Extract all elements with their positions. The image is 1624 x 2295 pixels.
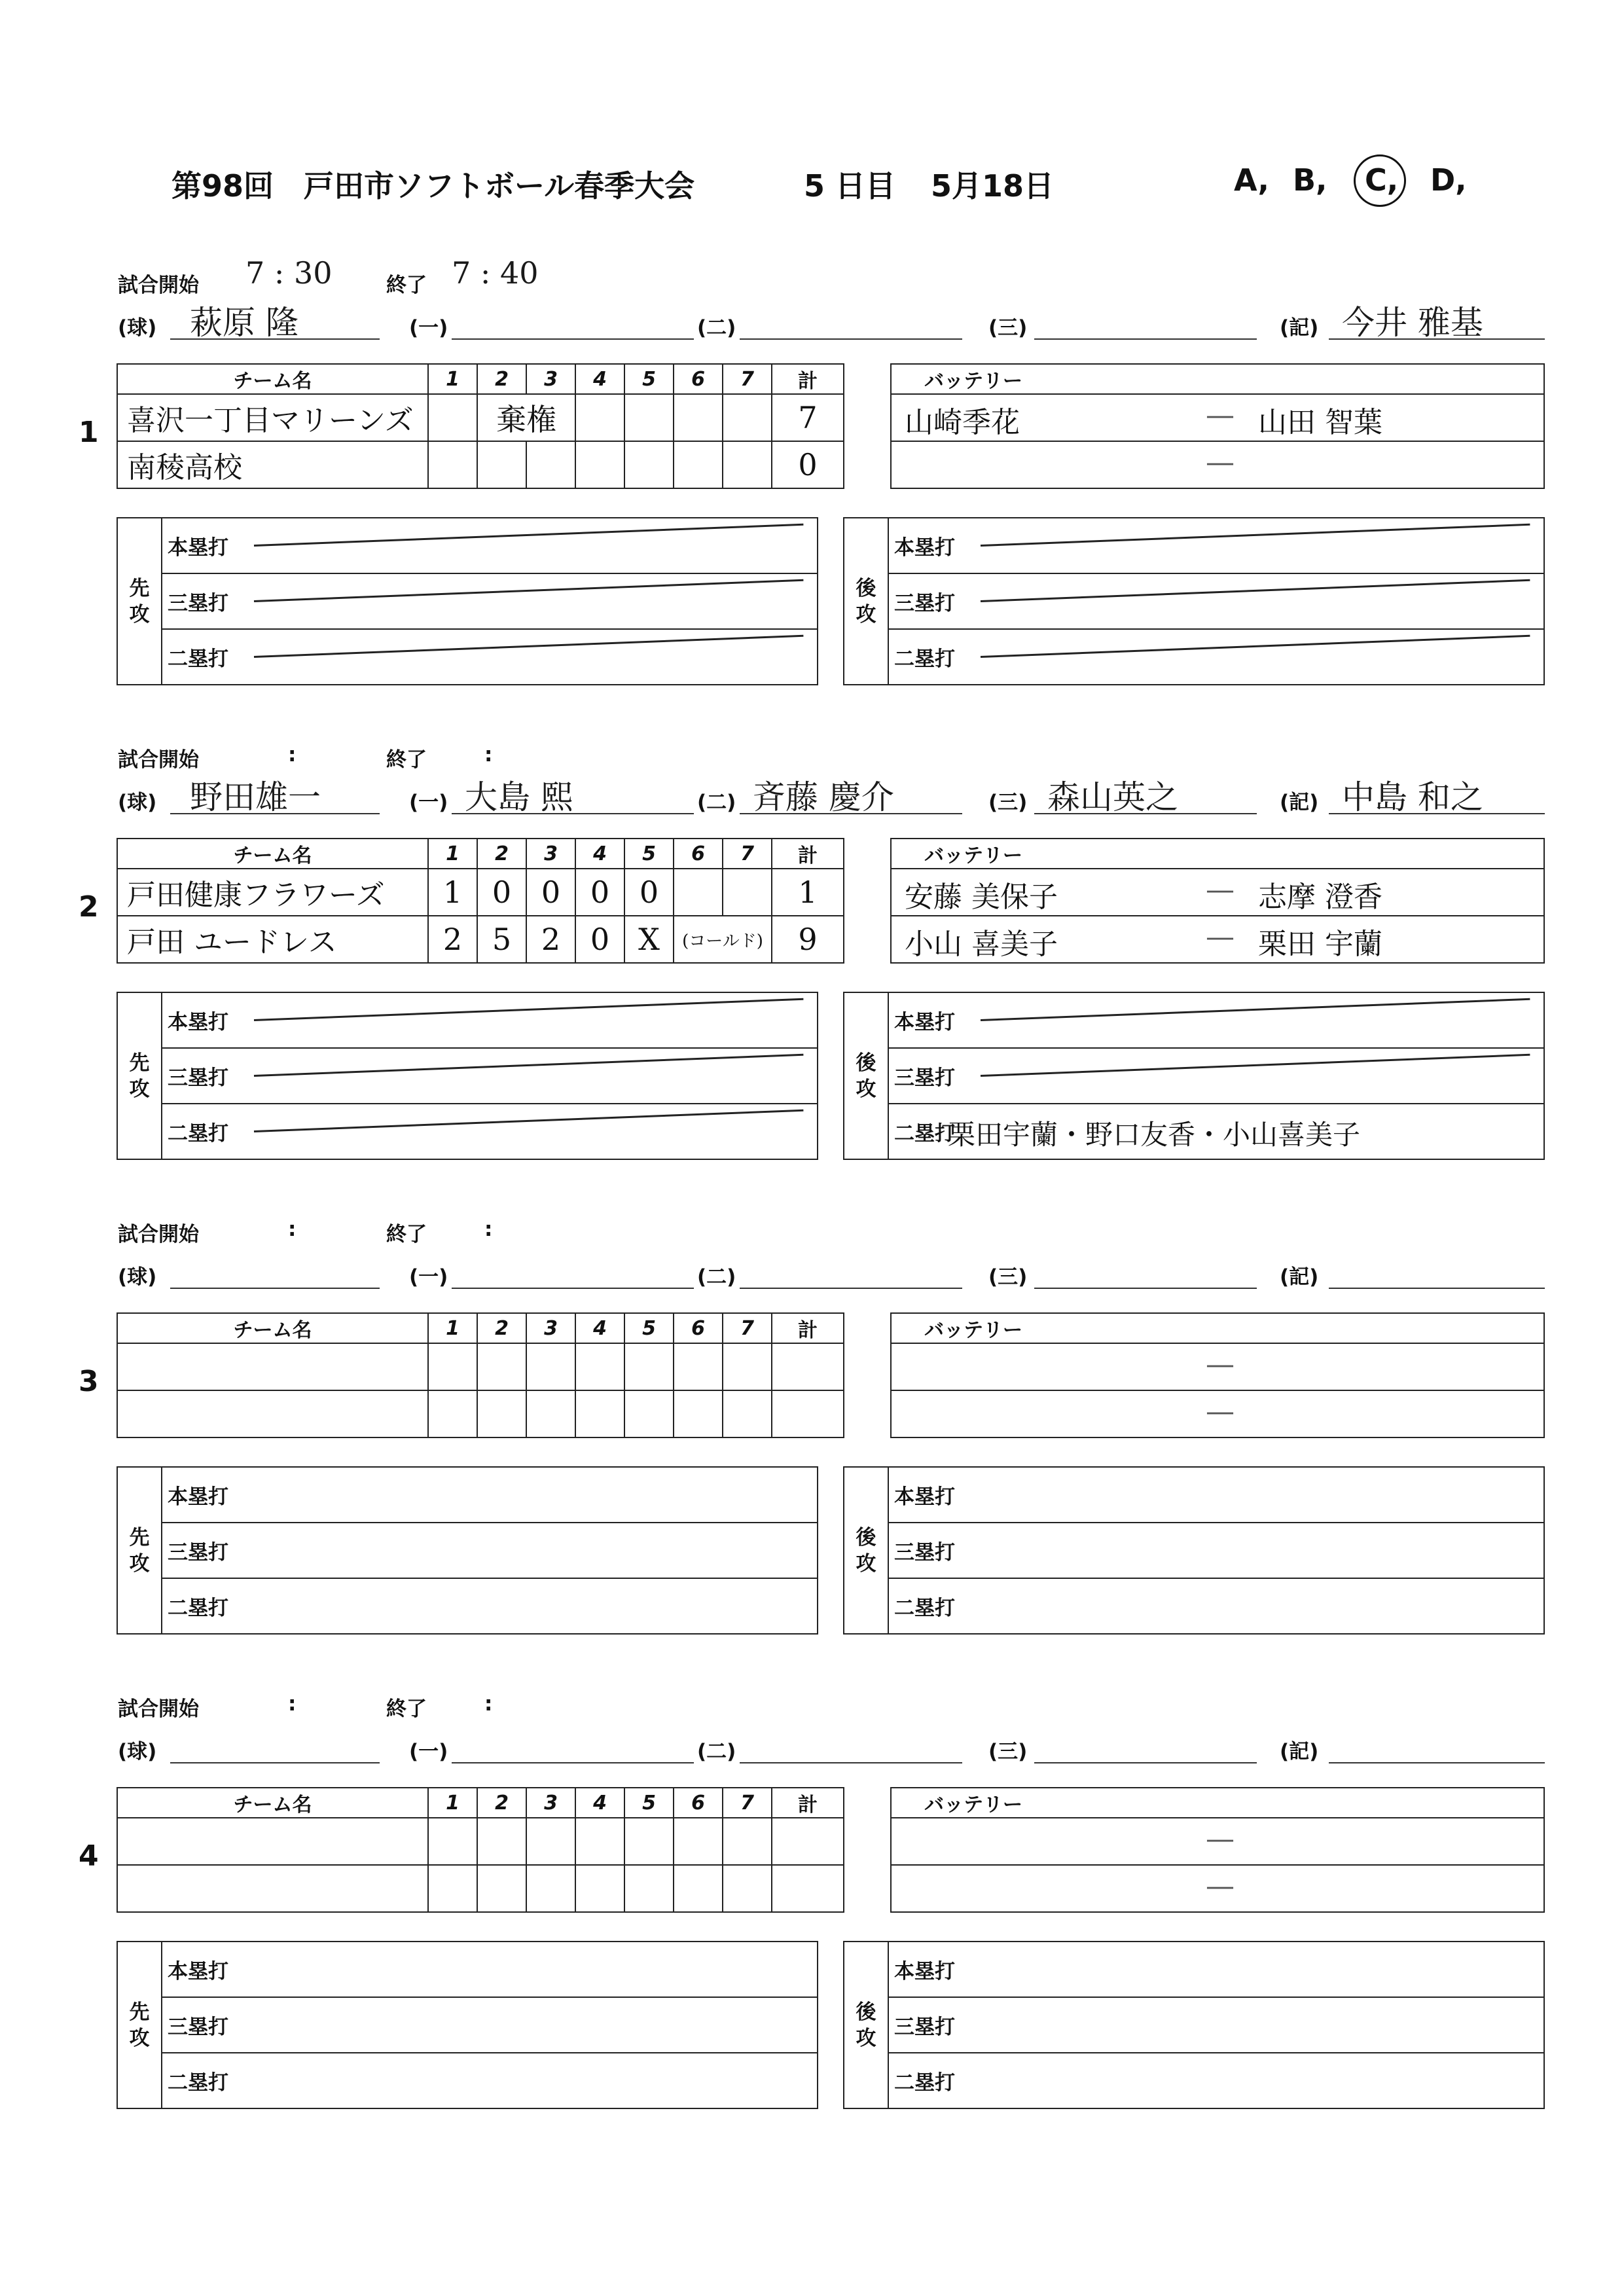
catcher-name[interactable]: 山田 智葉 bbox=[1258, 406, 1382, 439]
first-attack-label: 先 攻 bbox=[117, 1942, 162, 2108]
strike-line bbox=[981, 579, 1530, 602]
team-name-header: チーム名 bbox=[117, 839, 428, 869]
double-row[interactable] bbox=[162, 1104, 818, 1159]
game-number: 3 bbox=[79, 1365, 99, 1398]
home-run-label: 本塁打 bbox=[894, 1011, 955, 1034]
home-run-label: 本塁打 bbox=[168, 1960, 228, 1983]
strike-line bbox=[254, 635, 803, 658]
battery-dash: — bbox=[1206, 873, 1235, 907]
total-header: 計 bbox=[772, 364, 844, 394]
court-c-circle bbox=[1354, 154, 1406, 207]
inning-3-header: 3 bbox=[526, 364, 575, 394]
double-label: 二塁打 bbox=[894, 1122, 955, 1146]
second-base-umpire-underline bbox=[740, 338, 962, 340]
inning-5-header: 5 bbox=[624, 1788, 674, 1818]
first-attack-hits-table bbox=[117, 517, 818, 685]
inning-3-header: 3 bbox=[526, 839, 575, 869]
plate-umpire-label: (球) bbox=[118, 1265, 157, 1289]
day-label: 5 日目 bbox=[804, 168, 896, 204]
home-run-label: 本塁打 bbox=[894, 536, 955, 560]
plate-umpire-name[interactable]: 野田雄一 bbox=[190, 778, 321, 816]
inning-score[interactable] bbox=[723, 1390, 772, 1437]
inning-score[interactable] bbox=[674, 1390, 723, 1437]
first-attack-hits-table bbox=[117, 992, 818, 1160]
score-table bbox=[117, 363, 844, 489]
inning-score[interactable] bbox=[526, 1818, 575, 1865]
total-header: 計 bbox=[772, 1788, 844, 1818]
plate-umpire-name[interactable]: 萩原 隆 bbox=[190, 304, 298, 342]
scorer-underline bbox=[1329, 1762, 1545, 1763]
triple-row[interactable] bbox=[888, 573, 1544, 629]
inning-5-header: 5 bbox=[624, 1313, 674, 1343]
start-colon: : bbox=[288, 1218, 297, 1241]
team-name[interactable]: 南稜高校 bbox=[117, 441, 428, 488]
third-base-umpire-underline bbox=[1034, 1762, 1257, 1763]
end-label: 終了 bbox=[386, 748, 427, 772]
inning-6-header: 6 bbox=[674, 839, 723, 869]
end-time[interactable]: 7 : 40 bbox=[452, 255, 539, 291]
inning-4-header: 4 bbox=[575, 364, 624, 394]
end-colon: : bbox=[484, 1692, 493, 1716]
third-base-umpire-label: (三) bbox=[988, 316, 1028, 340]
date-label: 5月18日 bbox=[931, 168, 1055, 204]
double-row[interactable] bbox=[888, 629, 1544, 685]
inning-6-header: 6 bbox=[674, 1313, 723, 1343]
first-attack-hits-table bbox=[117, 1466, 818, 1635]
inning-score[interactable] bbox=[674, 1343, 723, 1390]
inning-2-header: 2 bbox=[477, 1313, 526, 1343]
end-colon: : bbox=[484, 743, 493, 767]
inning-score[interactable] bbox=[526, 441, 575, 488]
inning-score[interactable]: 0 bbox=[624, 869, 674, 916]
game-number: 1 bbox=[79, 416, 99, 449]
battery-dash: — bbox=[1206, 446, 1235, 479]
team-name-header: チーム名 bbox=[117, 1788, 428, 1818]
team-name[interactable]: 喜沢一丁目マリーンズ bbox=[117, 394, 428, 441]
home-run-row[interactable] bbox=[162, 1942, 818, 1997]
second-base-umpire-label: (二) bbox=[697, 1740, 736, 1763]
inning-4-header: 4 bbox=[575, 839, 624, 869]
home-run-row[interactable] bbox=[888, 992, 1544, 1048]
second-base-umpire-underline bbox=[740, 1288, 962, 1289]
first-base-umpire-label: (一) bbox=[409, 316, 448, 340]
double-label: 二塁打 bbox=[894, 647, 955, 671]
inning-score[interactable] bbox=[674, 394, 723, 441]
total-score[interactable]: 9 bbox=[772, 916, 844, 963]
second-base-umpire-name[interactable]: 斉藤 慶介 bbox=[753, 778, 894, 816]
inning-5-header: 5 bbox=[624, 839, 674, 869]
inning-1-header: 1 bbox=[428, 1313, 477, 1343]
team-name[interactable]: 戸田健康フラワーズ bbox=[117, 869, 428, 916]
triple-label: 三塁打 bbox=[168, 1541, 228, 1564]
inning-1-header: 1 bbox=[428, 364, 477, 394]
third-base-umpire-name[interactable]: 森山英之 bbox=[1047, 778, 1178, 816]
inning-3-header: 3 bbox=[526, 1313, 575, 1343]
home-run-row[interactable] bbox=[888, 1942, 1544, 1997]
battery-dash: — bbox=[1206, 399, 1235, 432]
scorer-label: (記) bbox=[1280, 316, 1319, 340]
inning-score[interactable] bbox=[428, 1390, 477, 1437]
start-label: 試合開始 bbox=[118, 1697, 199, 1721]
inning-7-header: 7 bbox=[723, 839, 772, 869]
battery-row[interactable] bbox=[891, 1343, 1544, 1390]
inning-5-header: 5 bbox=[624, 364, 674, 394]
second-attack-hits-table bbox=[843, 1941, 1545, 2109]
score-table bbox=[117, 1312, 844, 1438]
court-d: D, bbox=[1430, 162, 1467, 198]
double-label: 二塁打 bbox=[894, 2071, 955, 2095]
home-run-label: 本塁打 bbox=[168, 1011, 228, 1034]
third-base-umpire-label: (三) bbox=[988, 791, 1028, 814]
triple-label: 三塁打 bbox=[168, 592, 228, 615]
end-label: 終了 bbox=[386, 1697, 427, 1721]
strike-line bbox=[254, 1054, 803, 1077]
battery-table bbox=[890, 1787, 1545, 1913]
inning-score[interactable] bbox=[674, 1818, 723, 1865]
third-base-umpire-underline bbox=[1034, 1288, 1257, 1289]
second-base-umpire-label: (二) bbox=[697, 316, 736, 340]
second-attack-hits-table bbox=[843, 517, 1545, 685]
home-run-row[interactable] bbox=[888, 1467, 1544, 1523]
first-base-umpire-underline bbox=[452, 1288, 694, 1289]
inning-score[interactable]: 2 bbox=[428, 916, 477, 963]
scorer-label: (記) bbox=[1280, 1265, 1319, 1289]
battery-row[interactable] bbox=[891, 1390, 1544, 1437]
scorer-name[interactable]: 今井 雅基 bbox=[1342, 304, 1483, 342]
team-name-header: チーム名 bbox=[117, 364, 428, 394]
inning-score[interactable]: 2 bbox=[526, 916, 575, 963]
inning-score[interactable] bbox=[624, 1865, 674, 1912]
scorer-underline bbox=[1329, 1288, 1545, 1289]
inning-score[interactable] bbox=[526, 1865, 575, 1912]
home-run-row[interactable] bbox=[162, 518, 818, 573]
home-run-label: 本塁打 bbox=[168, 536, 228, 560]
third-base-umpire-label: (三) bbox=[988, 1740, 1028, 1763]
double-label: 二塁打 bbox=[168, 2071, 228, 2095]
inning-6-header: 6 bbox=[674, 364, 723, 394]
first-base-umpire-label: (一) bbox=[409, 791, 448, 814]
home-run-row[interactable] bbox=[888, 518, 1544, 573]
inning-score[interactable] bbox=[477, 1390, 526, 1437]
total-score[interactable] bbox=[772, 1390, 844, 1437]
plate-umpire-underline bbox=[170, 1762, 380, 1763]
inning-1-header: 1 bbox=[428, 1788, 477, 1818]
first-attack-hits-table bbox=[117, 1941, 818, 2109]
third-base-umpire-label: (三) bbox=[988, 1265, 1028, 1289]
team-name[interactable] bbox=[117, 1343, 428, 1390]
start-colon: : bbox=[288, 743, 297, 767]
scorer-name[interactable]: 中島 和之 bbox=[1342, 778, 1483, 816]
battery-dash: — bbox=[1206, 1348, 1235, 1381]
sheet-title: 第98回 戸田市ソフトボール春季大会 bbox=[171, 168, 695, 204]
inning-2-header: 2 bbox=[477, 364, 526, 394]
inning-7-header: 7 bbox=[723, 1313, 772, 1343]
inning-4-header: 4 bbox=[575, 1313, 624, 1343]
strike-line bbox=[981, 635, 1530, 658]
start-time[interactable]: 7 : 30 bbox=[245, 255, 333, 291]
start-label: 試合開始 bbox=[118, 748, 199, 772]
inning-score[interactable] bbox=[723, 394, 772, 441]
battery-dash: — bbox=[1206, 1870, 1235, 1903]
second-attack-label: 後 攻 bbox=[844, 992, 888, 1159]
home-run-row[interactable] bbox=[162, 1467, 818, 1523]
pitcher-name[interactable]: 安藤 美保子 bbox=[905, 880, 1058, 914]
double-players[interactable]: 栗田宇蘭・野口友香・小山喜美子 bbox=[948, 1119, 1361, 1151]
home-run-row[interactable] bbox=[162, 992, 818, 1048]
inning-score[interactable] bbox=[477, 1818, 526, 1865]
inning-score[interactable] bbox=[575, 394, 624, 441]
first-base-umpire-label: (一) bbox=[409, 1740, 448, 1763]
inning-score[interactable] bbox=[674, 1865, 723, 1912]
inning-score[interactable] bbox=[575, 1865, 624, 1912]
battery-table bbox=[890, 838, 1545, 964]
battery-header: バッテリー bbox=[891, 1313, 1544, 1343]
first-base-umpire-underline bbox=[452, 1762, 694, 1763]
inning-7-header: 7 bbox=[723, 1788, 772, 1818]
start-colon: : bbox=[288, 1692, 297, 1716]
battery-dash: — bbox=[1206, 1395, 1235, 1428]
double-row[interactable] bbox=[888, 2053, 1544, 2108]
inning-score[interactable]: 5 bbox=[477, 916, 526, 963]
inning-2-header: 2 bbox=[477, 1788, 526, 1818]
inning-score[interactable] bbox=[674, 869, 723, 916]
strike-line bbox=[254, 579, 803, 602]
second-attack-hits-table bbox=[843, 992, 1545, 1160]
total-score[interactable] bbox=[772, 1865, 844, 1912]
inning-score[interactable] bbox=[624, 1343, 674, 1390]
inning-score[interactable] bbox=[624, 1818, 674, 1865]
triple-label: 三塁打 bbox=[894, 1066, 955, 1090]
inning-score[interactable] bbox=[477, 441, 526, 488]
battery-dash: — bbox=[1206, 920, 1235, 954]
inning-score[interactable] bbox=[723, 441, 772, 488]
inning-score[interactable] bbox=[575, 1390, 624, 1437]
court-a: A, bbox=[1234, 162, 1269, 198]
double-label: 二塁打 bbox=[168, 647, 228, 671]
second-base-umpire-underline bbox=[740, 1762, 962, 1763]
double-row[interactable] bbox=[888, 1104, 1544, 1159]
second-attack-label: 後 攻 bbox=[844, 1942, 888, 2108]
inning-score[interactable]: 0 bbox=[575, 916, 624, 963]
inning-score[interactable] bbox=[624, 394, 674, 441]
second-base-umpire-label: (二) bbox=[697, 1265, 736, 1289]
end-label: 終了 bbox=[386, 1223, 427, 1246]
triple-row[interactable] bbox=[888, 1997, 1544, 2053]
team-note[interactable]: 棄権 bbox=[477, 394, 575, 441]
double-row[interactable] bbox=[162, 629, 818, 685]
strike-line bbox=[254, 998, 803, 1021]
triple-label: 三塁打 bbox=[168, 2015, 228, 2039]
inning-6-header: 6 bbox=[674, 1788, 723, 1818]
battery-header: バッテリー bbox=[891, 364, 1544, 394]
inning-score[interactable] bbox=[723, 1818, 772, 1865]
first-base-umpire-underline bbox=[452, 338, 694, 340]
inning-7-header: 7 bbox=[723, 364, 772, 394]
total-score[interactable]: 0 bbox=[772, 441, 844, 488]
plate-umpire-underline bbox=[170, 1288, 380, 1289]
strike-line bbox=[254, 1110, 803, 1132]
strike-line bbox=[254, 524, 803, 547]
battery-row[interactable] bbox=[891, 916, 1544, 963]
battery-row[interactable] bbox=[891, 869, 1544, 916]
double-label: 二塁打 bbox=[894, 1597, 955, 1620]
battery-header: バッテリー bbox=[891, 1788, 1544, 1818]
second-attack-label: 後 攻 bbox=[844, 518, 888, 685]
first-attack-label: 先 攻 bbox=[117, 992, 162, 1159]
battery-table bbox=[890, 363, 1545, 489]
court-c: C, bbox=[1365, 162, 1399, 198]
catcher-name[interactable]: 栗田 宇蘭 bbox=[1258, 928, 1382, 961]
total-score[interactable] bbox=[772, 1343, 844, 1390]
third-base-umpire-underline bbox=[1034, 338, 1257, 340]
inning-score[interactable] bbox=[575, 1343, 624, 1390]
scorer-label: (記) bbox=[1280, 791, 1319, 814]
inning-3-header: 3 bbox=[526, 1788, 575, 1818]
total-score[interactable]: 1 bbox=[772, 869, 844, 916]
inning-2-header: 2 bbox=[477, 839, 526, 869]
triple-row[interactable] bbox=[162, 1997, 818, 2053]
team-name[interactable] bbox=[117, 1390, 428, 1437]
battery-table bbox=[890, 1312, 1545, 1438]
total-score[interactable]: 7 bbox=[772, 394, 844, 441]
inning-1-header: 1 bbox=[428, 839, 477, 869]
strike-line bbox=[981, 998, 1530, 1021]
inning-score[interactable]: 0 bbox=[477, 869, 526, 916]
total-score[interactable] bbox=[772, 1818, 844, 1865]
inning-score[interactable] bbox=[575, 1818, 624, 1865]
inning-4-header: 4 bbox=[575, 1788, 624, 1818]
team-note[interactable]: (コールド) bbox=[674, 916, 772, 963]
double-row[interactable] bbox=[888, 1578, 1544, 1634]
inning-score[interactable] bbox=[526, 1390, 575, 1437]
inning-score[interactable]: 1 bbox=[428, 869, 477, 916]
inning-score[interactable] bbox=[428, 441, 477, 488]
inning-score[interactable] bbox=[723, 1343, 772, 1390]
strike-line bbox=[981, 524, 1530, 547]
battery-row[interactable] bbox=[891, 1865, 1544, 1912]
game-number: 2 bbox=[79, 890, 99, 924]
inning-score[interactable] bbox=[477, 1343, 526, 1390]
triple-row[interactable] bbox=[162, 1048, 818, 1104]
double-label: 二塁打 bbox=[168, 1122, 228, 1146]
triple-row[interactable] bbox=[888, 1048, 1544, 1104]
home-run-label: 本塁打 bbox=[894, 1960, 955, 1983]
score-table bbox=[117, 1787, 844, 1913]
team-name-header: チーム名 bbox=[117, 1313, 428, 1343]
triple-row[interactable] bbox=[162, 1523, 818, 1578]
inning-score[interactable] bbox=[624, 441, 674, 488]
inning-score[interactable] bbox=[674, 441, 723, 488]
second-base-umpire-label: (二) bbox=[697, 791, 736, 814]
inning-score[interactable]: 0 bbox=[575, 869, 624, 916]
catcher-name[interactable]: 志摩 澄香 bbox=[1258, 880, 1382, 914]
game-number: 4 bbox=[79, 1839, 99, 1873]
inning-score[interactable] bbox=[624, 1390, 674, 1437]
triple-row[interactable] bbox=[888, 1523, 1544, 1578]
second-attack-label: 後 攻 bbox=[844, 1467, 888, 1634]
end-colon: : bbox=[484, 1218, 493, 1241]
inning-score[interactable] bbox=[723, 869, 772, 916]
court-b: B, bbox=[1293, 162, 1327, 198]
end-label: 終了 bbox=[386, 274, 427, 297]
second-attack-hits-table bbox=[843, 1466, 1545, 1635]
inning-score[interactable] bbox=[723, 1865, 772, 1912]
inning-score[interactable] bbox=[526, 1343, 575, 1390]
pitcher-name[interactable]: 小山 喜美子 bbox=[905, 928, 1058, 961]
inning-score[interactable] bbox=[428, 1343, 477, 1390]
inning-score[interactable] bbox=[477, 1865, 526, 1912]
home-run-label: 本塁打 bbox=[894, 1485, 955, 1509]
double-row[interactable] bbox=[162, 1578, 818, 1634]
inning-score[interactable] bbox=[575, 441, 624, 488]
first-base-umpire-name[interactable]: 大島 熙 bbox=[465, 778, 573, 816]
plate-umpire-label: (球) bbox=[118, 791, 157, 814]
start-label: 試合開始 bbox=[118, 274, 199, 297]
plate-umpire-label: (球) bbox=[118, 1740, 157, 1763]
first-attack-label: 先 攻 bbox=[117, 518, 162, 685]
triple-label: 三塁打 bbox=[894, 1541, 955, 1564]
triple-label: 三塁打 bbox=[168, 1066, 228, 1090]
scorer-label: (記) bbox=[1280, 1740, 1319, 1763]
team-name[interactable]: 戸田 ユードレス bbox=[117, 916, 428, 963]
first-attack-label: 先 攻 bbox=[117, 1467, 162, 1634]
score-table bbox=[117, 838, 844, 964]
battery-dash: — bbox=[1206, 1822, 1235, 1856]
inning-score[interactable]: X bbox=[624, 916, 674, 963]
team-name[interactable] bbox=[117, 1865, 428, 1912]
battery-header: バッテリー bbox=[891, 839, 1544, 869]
double-row[interactable] bbox=[162, 2053, 818, 2108]
total-header: 計 bbox=[772, 1313, 844, 1343]
inning-score[interactable] bbox=[428, 1818, 477, 1865]
triple-label: 三塁打 bbox=[894, 592, 955, 615]
battery-row[interactable] bbox=[891, 394, 1544, 441]
plate-umpire-label: (球) bbox=[118, 316, 157, 340]
team-name[interactable] bbox=[117, 1818, 428, 1865]
triple-label: 三塁打 bbox=[894, 2015, 955, 2039]
inning-score[interactable]: 0 bbox=[526, 869, 575, 916]
inning-score[interactable] bbox=[428, 1865, 477, 1912]
double-label: 二塁打 bbox=[168, 1597, 228, 1620]
total-header: 計 bbox=[772, 839, 844, 869]
pitcher-name[interactable]: 山崎季花 bbox=[905, 406, 1020, 439]
first-base-umpire-label: (一) bbox=[409, 1265, 448, 1289]
start-label: 試合開始 bbox=[118, 1223, 199, 1246]
home-run-label: 本塁打 bbox=[168, 1485, 228, 1509]
battery-row[interactable] bbox=[891, 441, 1544, 488]
battery-row[interactable] bbox=[891, 1818, 1544, 1865]
triple-row[interactable] bbox=[162, 573, 818, 629]
strike-line bbox=[981, 1054, 1530, 1077]
